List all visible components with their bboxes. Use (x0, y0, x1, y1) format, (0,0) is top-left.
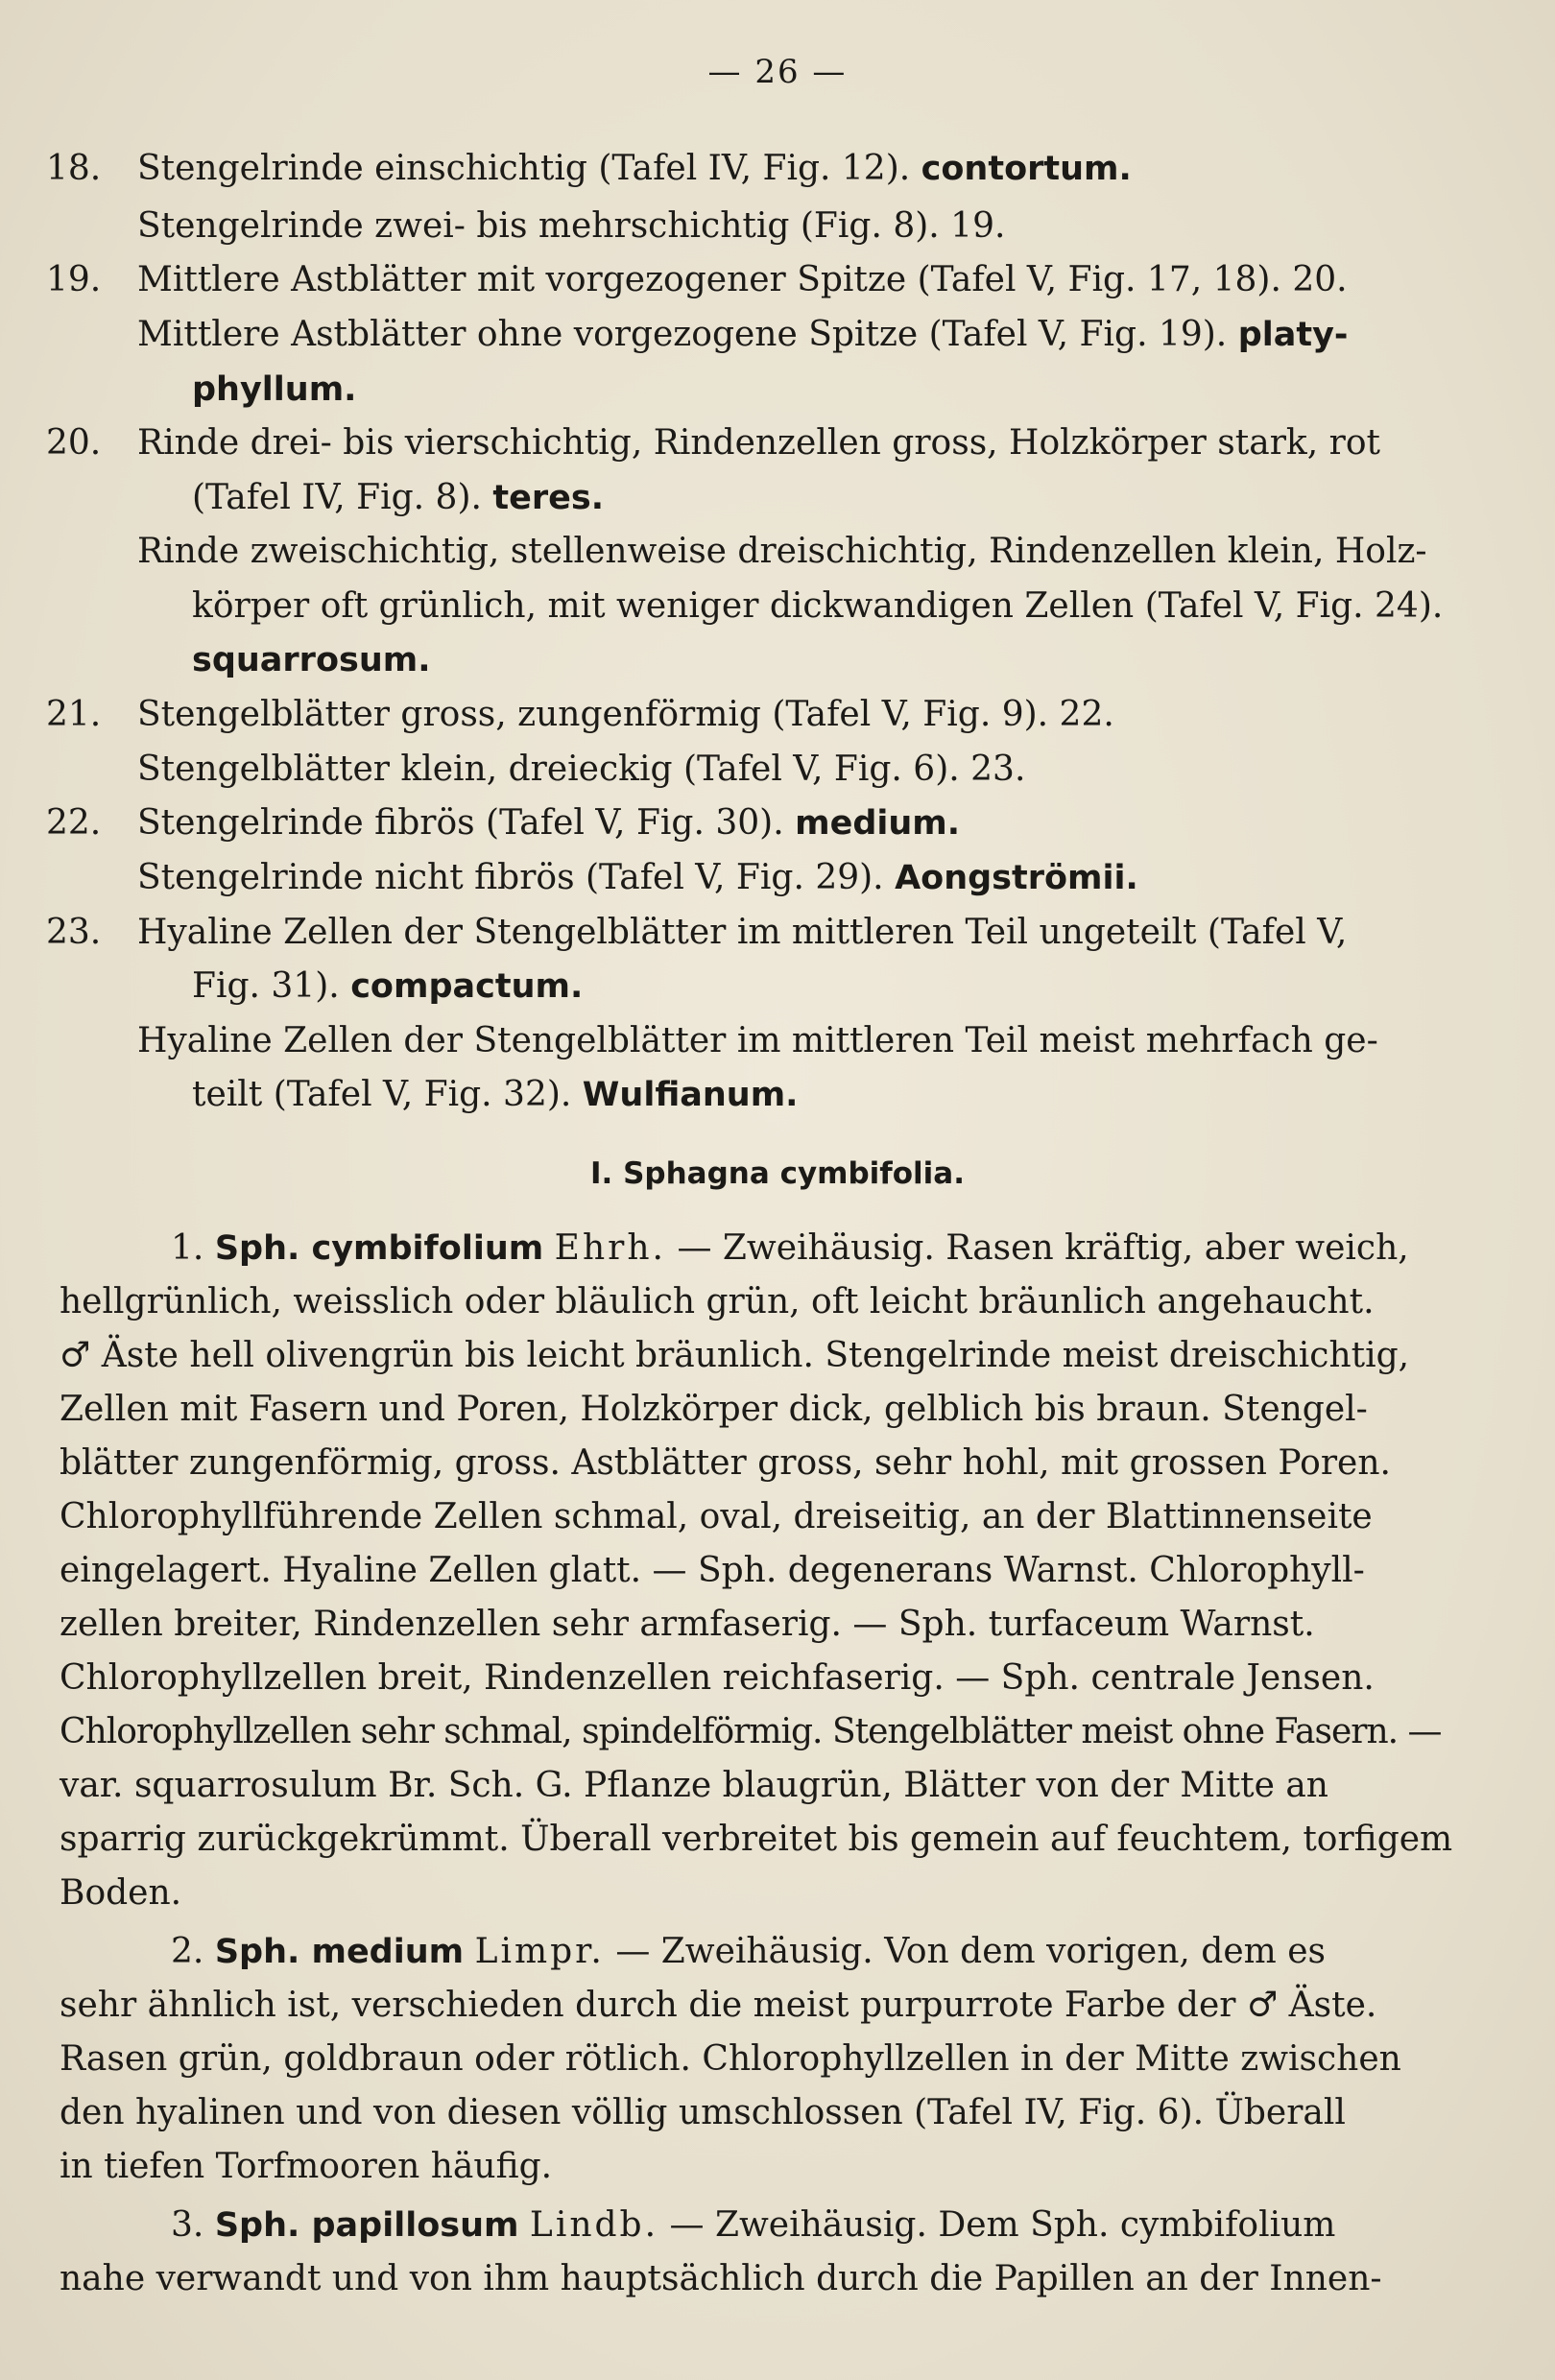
species-name: contortum. (921, 150, 1132, 188)
key-text: (Tafel IV, Fig. 8). (192, 478, 482, 517)
key-number: 23. (46, 913, 102, 952)
body-text: Chlorophyllführende Zellen schmal, oval, dreiseitig, an der Blattinnenseite (60, 1497, 1373, 1536)
body-text: blätter zungenförmig, gross. Astblätter gross, sehr hohl, mit grossen Poren. (60, 1443, 1391, 1483)
species-name: compactum. (350, 967, 584, 1006)
key-text: Stengelblätter klein, dreieckig (Tafel V, Fig. 6). 23. (137, 750, 1026, 789)
entry-number: 1. (171, 1228, 204, 1268)
species-name: medium. (795, 804, 961, 843)
key-text: Stengelblätter gross, zungenförmig (Tafel V, Fig. 9). 22. (137, 695, 1114, 734)
body-text: — Zweihäusig. Dem Sph. cymbifolium (669, 2205, 1336, 2245)
key-number: 21. (46, 695, 102, 734)
body-text: Chlorophyllzellen sehr schmal, spindelförmig. Stengelblätter meist ohne Fasern. — (60, 1712, 1442, 1751)
species-name: Sph. cymbifolium (214, 1229, 544, 1268)
body-text: — Zweihäusig. Rasen kräftig, aber weich, (677, 1228, 1409, 1268)
body-text: eingelagert. Hyaline Zellen glatt. — Sph. degenerans Warnst. Chlorophyll- (60, 1551, 1365, 1590)
body-text: Rasen grün, goldbraun oder rötlich. Chlorophyllzellen in der Mitte zwischen (60, 2039, 1401, 2079)
key-text: körper oft grünlich, mit weniger dickwandigen Zellen (Tafel V, Fig. 24). (192, 586, 1444, 626)
author-name: Lindb. (529, 2205, 659, 2245)
key-text: Mittlere Astblätter ohne vorgezogene Spitze (Tafel V, Fig. 19). (137, 315, 1228, 354)
species-name: phyllum. (192, 370, 357, 409)
body-text: den hyalinen und von diesen völlig umschlossen (Tafel IV, Fig. 6). Überall (60, 2093, 1346, 2132)
key-text: Stengelrinde zwei- bis mehrschichtig (Fig. 8). 19. (137, 206, 1006, 246)
body-text: in tiefen Torfmooren häufig. (60, 2147, 553, 2186)
entry-number: 2. (171, 1932, 204, 1971)
body-text: sparrig zurückgekrümmt. Überall verbreitet bis gemein auf feuchtem, torfigem (60, 1820, 1453, 1859)
body-text: var. squarrosulum Br. Sch. G. Pflanze blaugrün, Blätter von der Mitte an (60, 1766, 1328, 1805)
species-name: Wulfianum. (582, 1076, 799, 1114)
body-text: Chlorophyllzellen breit, Rindenzellen reichfaserig. — Sph. centrale Jensen. (60, 1658, 1375, 1698)
entry-number: 3. (171, 2205, 204, 2245)
body-text: sehr ähnlich ist, verschieden durch die meist purpurrote Farbe der ♂ Äste. (60, 1986, 1377, 2025)
key-text: Stengelrinde fibrös (Tafel V, Fig. 30). (137, 803, 784, 843)
section-heading: I. Sphagna cymbifolia. (589, 1156, 965, 1191)
key-text: Fig. 31). (192, 966, 340, 1006)
key-text: Hyaline Zellen der Stengelblätter im mittleren Teil ungeteilt (Tafel V, (137, 913, 1348, 952)
body-text: Boden. (60, 1873, 182, 1913)
species-name: Aongströmii. (895, 859, 1138, 897)
key-number: 22. (46, 803, 102, 843)
body-text: hellgrünlich, weisslich oder bläulich grün, oft leicht bräunlich angehaucht. (60, 1282, 1375, 1321)
species-name: Sph. papillosum (214, 2206, 519, 2245)
body-text: zellen breiter, Rindenzellen sehr armfaserig. — Sph. turfaceum Warnst. (60, 1605, 1315, 1644)
body-text: nahe verwandt und von ihm hauptsächlich durch die Papillen an der Innen- (60, 2259, 1382, 2298)
key-text: teilt (Tafel V, Fig. 32). (192, 1075, 572, 1114)
species-name: platy- (1237, 316, 1349, 354)
key-number: 18. (46, 149, 102, 188)
key-number: 20. (46, 423, 102, 463)
key-text: Hyaline Zellen der Stengelblätter im mittleren Teil meist mehrfach ge- (137, 1021, 1378, 1060)
species-name: teres. (492, 479, 605, 517)
body-text: Zellen mit Fasern und Poren, Holzkörper dick, gelblich bis braun. Stengel- (60, 1390, 1368, 1429)
key-number: 19. (46, 260, 102, 299)
page-number: — 26 — (707, 53, 848, 91)
key-text: Mittlere Astblätter mit vorgezogener Spitze (Tafel V, Fig. 17, 18). 20. (137, 260, 1348, 299)
key-text: Stengelrinde nicht fibrös (Tafel V, Fig. 29). (137, 858, 884, 897)
body-text: — Zweihäusig. Von dem vorigen, dem es (615, 1932, 1326, 1971)
key-text: Rinde drei- bis vierschichtig, Rindenzellen gross, Holzkörper stark, rot (137, 423, 1380, 463)
body-text: ♂ Äste hell olivengrün bis leicht bräunlich. Stengelrinde meist dreischichtig, (60, 1336, 1410, 1375)
key-text: Rinde zweischichtig, stellenweise dreischichtig, Rindenzellen klein, Holz- (137, 532, 1427, 571)
species-name: Sph. medium (214, 1933, 465, 1971)
species-name: squarrosum. (192, 641, 431, 679)
key-text: Stengelrinde einschichtig (Tafel IV, Fig. 12). (137, 149, 911, 188)
author-name: Limpr. (474, 1932, 605, 1971)
author-name: Ehrh. (554, 1228, 666, 1268)
